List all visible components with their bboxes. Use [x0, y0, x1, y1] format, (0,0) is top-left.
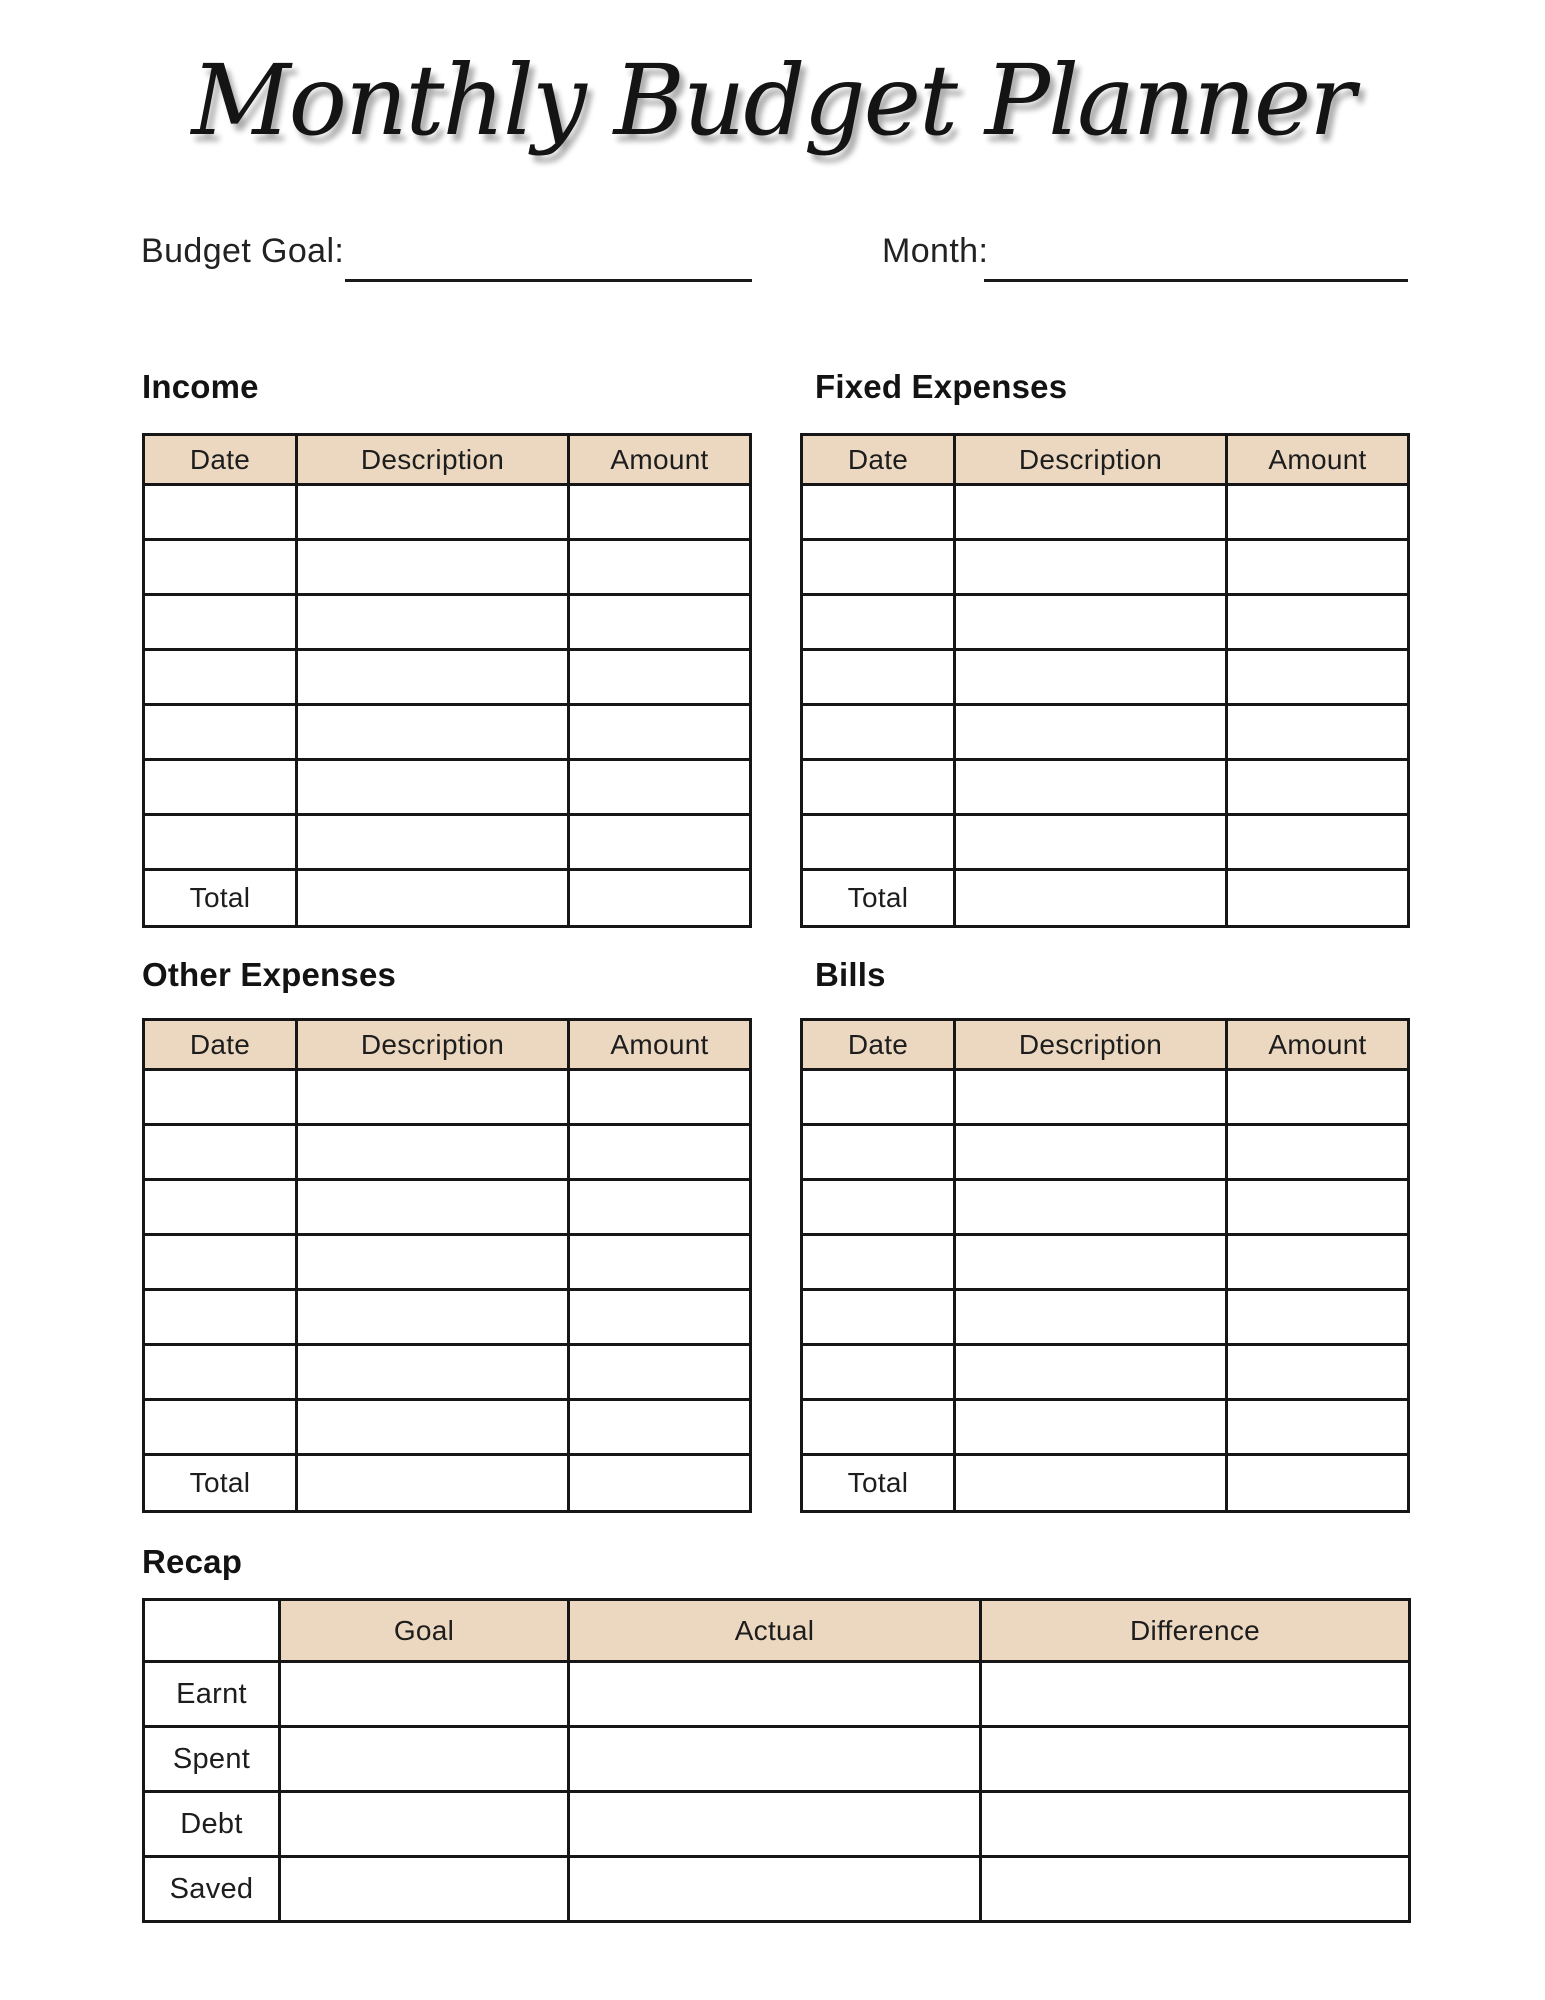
description-cell[interactable] [297, 1125, 569, 1180]
earnt-difference-cell[interactable] [981, 1662, 1410, 1727]
description-cell[interactable] [297, 1400, 569, 1455]
date-cell[interactable] [802, 1345, 955, 1400]
debt-goal-cell[interactable] [280, 1792, 569, 1857]
amount-cell[interactable] [1227, 485, 1409, 540]
fixed-expenses-section-heading: Fixed Expenses [815, 368, 1068, 405]
fixed-expenses-description-header: Description [955, 435, 1227, 485]
fixed-expenses-row [802, 815, 1409, 870]
fixed-expenses-date-header: Date [802, 435, 955, 485]
amount-cell[interactable] [569, 1180, 751, 1235]
description-cell[interactable] [297, 1345, 569, 1400]
bills-amount-header: Amount [1227, 1020, 1409, 1070]
other-expenses-row [144, 1180, 751, 1235]
date-cell[interactable] [802, 1180, 955, 1235]
amount-cell[interactable] [569, 1070, 751, 1125]
amount-cell[interactable] [569, 1125, 751, 1180]
bills-row [802, 1235, 1409, 1290]
debt-difference-cell[interactable] [981, 1792, 1410, 1857]
recap-row-debt [144, 1792, 1410, 1857]
income-date-header: Date [144, 435, 297, 485]
recap-difference-header: Difference [981, 1600, 1410, 1662]
date-cell[interactable] [802, 1400, 955, 1455]
other-expenses-table [142, 1018, 752, 1513]
amount-cell[interactable] [1227, 1125, 1409, 1180]
recap-earnt-label: Earnt [144, 1662, 280, 1727]
fixed-expenses-total-row [802, 870, 1409, 927]
amount-cell[interactable] [1227, 1180, 1409, 1235]
fixed-expenses-row [802, 595, 1409, 650]
fixed-expenses-row [802, 760, 1409, 815]
income-row [144, 650, 751, 705]
income-header-row [144, 435, 751, 485]
recap-debt-label: Debt [144, 1792, 280, 1857]
amount-cell[interactable] [569, 705, 751, 760]
date-cell[interactable] [802, 705, 955, 760]
date-cell[interactable] [802, 485, 955, 540]
date-cell[interactable] [144, 1235, 297, 1290]
income-table [142, 433, 752, 928]
earnt-actual-cell[interactable] [569, 1662, 981, 1727]
description-cell[interactable] [297, 595, 569, 650]
income-row [144, 705, 751, 760]
description-cell[interactable] [955, 540, 1227, 595]
recap-row-earnt [144, 1662, 1410, 1727]
date-cell[interactable] [144, 595, 297, 650]
description-cell[interactable] [955, 1290, 1227, 1345]
amount-cell[interactable] [569, 1400, 751, 1455]
income-row [144, 595, 751, 650]
description-cell[interactable] [955, 1180, 1227, 1235]
description-cell[interactable] [297, 1235, 569, 1290]
description-cell[interactable] [955, 1235, 1227, 1290]
amount-cell[interactable] [569, 1345, 751, 1400]
recap-table [142, 1598, 1411, 1923]
income-row [144, 485, 751, 540]
date-cell[interactable] [802, 540, 955, 595]
fixed-expenses-total-amount-cell[interactable] [1227, 870, 1409, 927]
bills-row [802, 1400, 1409, 1455]
amount-cell[interactable] [1227, 1070, 1409, 1125]
amount-cell[interactable] [569, 1290, 751, 1345]
other-expenses-section-heading: Other Expenses [142, 956, 397, 993]
spent-goal-cell[interactable] [280, 1727, 569, 1792]
month-label: Month: [882, 232, 989, 270]
other-expenses-total-label: Total [144, 1455, 297, 1512]
bills-row [802, 1345, 1409, 1400]
income-row [144, 540, 751, 595]
description-cell[interactable] [955, 595, 1227, 650]
bills-row [802, 1125, 1409, 1180]
date-cell[interactable] [144, 485, 297, 540]
date-cell[interactable] [144, 540, 297, 595]
budget-goal-label: Budget Goal: [141, 232, 345, 270]
amount-cell[interactable] [569, 815, 751, 870]
other-expenses-total-description-cell[interactable] [297, 1455, 569, 1512]
amount-cell[interactable] [569, 540, 751, 595]
description-cell[interactable] [297, 1070, 569, 1125]
amount-cell[interactable] [1227, 650, 1409, 705]
date-cell[interactable] [144, 705, 297, 760]
income-description-header: Description [297, 435, 569, 485]
fixed-expenses-row [802, 485, 1409, 540]
description-cell[interactable] [955, 485, 1227, 540]
other-expenses-description-header: Description [297, 1020, 569, 1070]
date-cell[interactable] [144, 815, 297, 870]
amount-cell[interactable] [569, 760, 751, 815]
amount-cell[interactable] [1227, 1235, 1409, 1290]
amount-cell[interactable] [569, 650, 751, 705]
amount-cell[interactable] [1227, 1290, 1409, 1345]
recap-header-row [144, 1600, 1410, 1662]
saved-difference-cell[interactable] [981, 1857, 1410, 1922]
bills-total-amount-cell[interactable] [1227, 1455, 1409, 1512]
description-cell[interactable] [955, 815, 1227, 870]
other-expenses-row [144, 1400, 751, 1455]
other-expenses-row [144, 1125, 751, 1180]
bills-total-row [802, 1455, 1409, 1512]
fixed-expenses-row [802, 540, 1409, 595]
description-cell[interactable] [297, 540, 569, 595]
saved-actual-cell[interactable] [569, 1857, 981, 1922]
date-cell[interactable] [144, 650, 297, 705]
date-cell[interactable] [802, 1290, 955, 1345]
date-cell[interactable] [144, 1180, 297, 1235]
other-expenses-row [144, 1235, 751, 1290]
amount-cell[interactable] [1227, 595, 1409, 650]
bills-row [802, 1180, 1409, 1235]
other-expenses-header-row [144, 1020, 751, 1070]
bills-total-description-cell[interactable] [955, 1455, 1227, 1512]
bills-description-header: Description [955, 1020, 1227, 1070]
date-cell[interactable] [802, 815, 955, 870]
description-cell[interactable] [955, 705, 1227, 760]
description-cell[interactable] [297, 760, 569, 815]
other-expenses-row [144, 1070, 751, 1125]
other-expenses-amount-header: Amount [569, 1020, 751, 1070]
amount-cell[interactable] [1227, 705, 1409, 760]
description-cell[interactable] [955, 1125, 1227, 1180]
page-title: Monthly Budget Planner [191, 44, 1354, 157]
description-cell[interactable] [955, 760, 1227, 815]
saved-goal-cell[interactable] [280, 1857, 569, 1922]
date-cell[interactable] [802, 650, 955, 705]
other-expenses-row [144, 1345, 751, 1400]
description-cell[interactable] [955, 1400, 1227, 1455]
other-expenses-total-row [144, 1455, 751, 1512]
date-cell[interactable] [144, 1125, 297, 1180]
debt-actual-cell[interactable] [569, 1792, 981, 1857]
amount-cell[interactable] [569, 1235, 751, 1290]
other-expenses-total-amount-cell[interactable] [569, 1455, 751, 1512]
income-total-label: Total [144, 870, 297, 927]
date-cell[interactable] [144, 1290, 297, 1345]
income-total-description-cell[interactable] [297, 870, 569, 927]
bills-row [802, 1290, 1409, 1345]
bills-total-label: Total [802, 1455, 955, 1512]
recap-row-saved [144, 1857, 1410, 1922]
budget-goal-input-line[interactable] [345, 279, 752, 282]
date-cell[interactable] [144, 1400, 297, 1455]
description-cell[interactable] [297, 705, 569, 760]
date-cell[interactable] [802, 595, 955, 650]
income-row [144, 760, 751, 815]
bills-row [802, 1070, 1409, 1125]
income-amount-header: Amount [569, 435, 751, 485]
description-cell[interactable] [297, 1290, 569, 1345]
date-cell[interactable] [144, 1070, 297, 1125]
fixed-expenses-table [800, 433, 1410, 928]
date-cell[interactable] [802, 1125, 955, 1180]
amount-cell[interactable] [1227, 1400, 1409, 1455]
bills-section-heading: Bills [815, 956, 886, 993]
income-total-amount-cell[interactable] [569, 870, 751, 927]
recap-spent-label: Spent [144, 1727, 280, 1792]
fixed-expenses-total-label: Total [802, 870, 955, 927]
description-cell[interactable] [955, 1345, 1227, 1400]
month-input-line[interactable] [984, 279, 1408, 282]
recap-blank-corner-cell [144, 1600, 280, 1662]
fixed-expenses-row [802, 705, 1409, 760]
bills-date-header: Date [802, 1020, 955, 1070]
description-cell[interactable] [297, 485, 569, 540]
amount-cell[interactable] [569, 485, 751, 540]
date-cell[interactable] [144, 760, 297, 815]
spent-difference-cell[interactable] [981, 1727, 1410, 1792]
income-row [144, 815, 751, 870]
description-cell[interactable] [297, 650, 569, 705]
date-cell[interactable] [144, 1345, 297, 1400]
spent-actual-cell[interactable] [569, 1727, 981, 1792]
description-cell[interactable] [955, 650, 1227, 705]
recap-saved-label: Saved [144, 1857, 280, 1922]
date-cell[interactable] [802, 760, 955, 815]
amount-cell[interactable] [1227, 815, 1409, 870]
amount-cell[interactable] [1227, 760, 1409, 815]
earnt-goal-cell[interactable] [280, 1662, 569, 1727]
fixed-expenses-amount-header: Amount [1227, 435, 1409, 485]
income-total-row [144, 870, 751, 927]
date-cell[interactable] [802, 1235, 955, 1290]
other-expenses-date-header: Date [144, 1020, 297, 1070]
fixed-expenses-total-description-cell[interactable] [955, 870, 1227, 927]
bills-table [800, 1018, 1410, 1513]
bills-header-row [802, 1020, 1409, 1070]
amount-cell[interactable] [569, 595, 751, 650]
description-cell[interactable] [955, 1070, 1227, 1125]
amount-cell[interactable] [1227, 540, 1409, 595]
amount-cell[interactable] [1227, 1345, 1409, 1400]
date-cell[interactable] [802, 1070, 955, 1125]
fixed-expenses-header-row [802, 435, 1409, 485]
recap-section-heading: Recap [142, 1543, 243, 1580]
recap-row-spent [144, 1727, 1410, 1792]
description-cell[interactable] [297, 815, 569, 870]
other-expenses-row [144, 1290, 751, 1345]
income-section-heading: Income [142, 368, 259, 405]
description-cell[interactable] [297, 1180, 569, 1235]
fixed-expenses-row [802, 650, 1409, 705]
recap-actual-header: Actual [569, 1600, 981, 1662]
recap-goal-header: Goal [280, 1600, 569, 1662]
